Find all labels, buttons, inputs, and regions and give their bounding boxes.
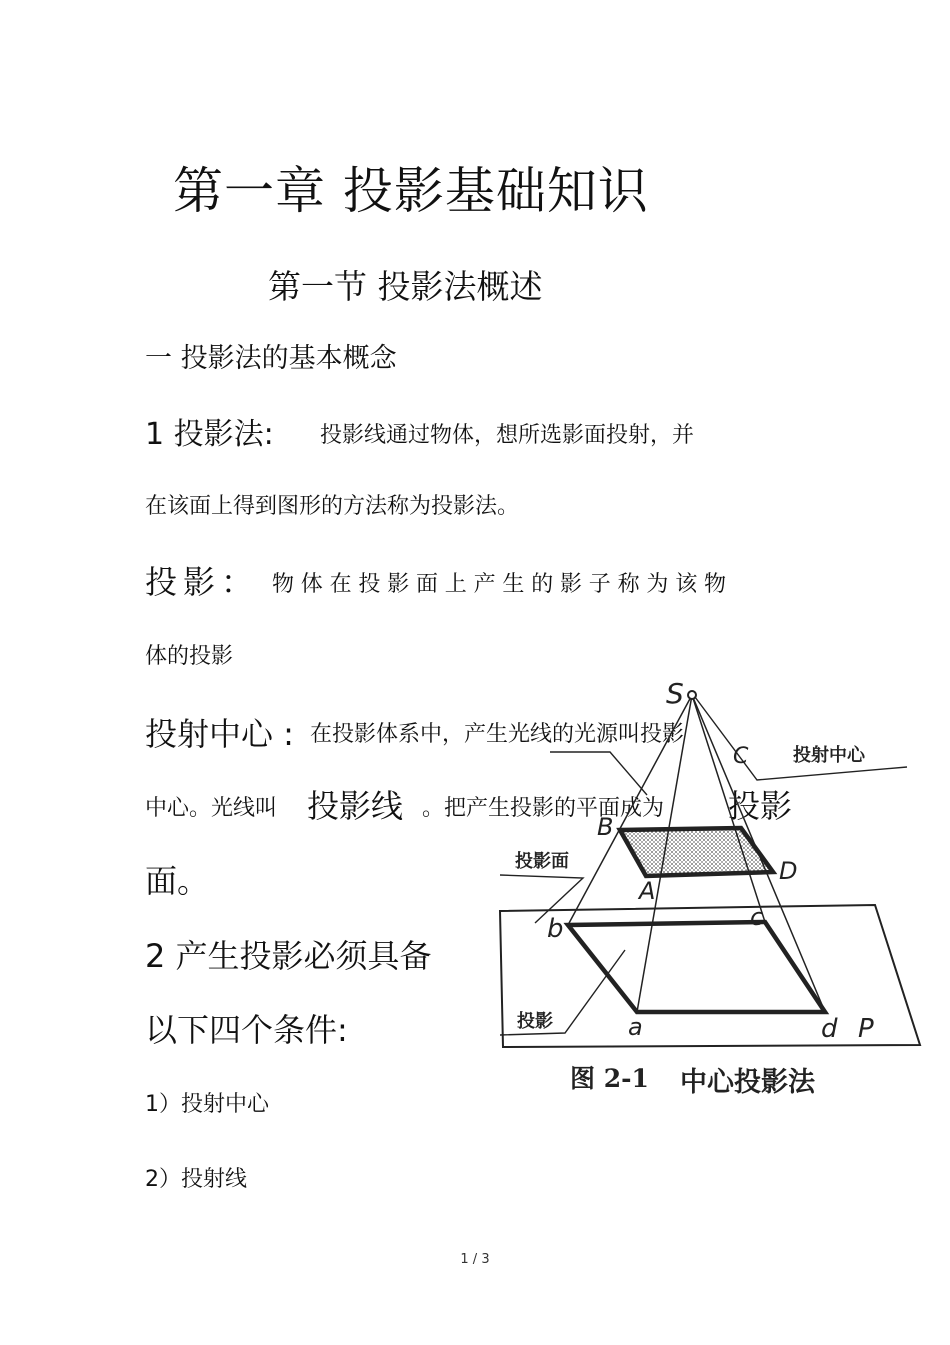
definition-term-projection: 投影： — [145, 563, 260, 601]
definition-term-projection-center: 投射中心 : — [145, 715, 294, 753]
label-b-upper: B — [597, 813, 614, 841]
label-d-lower: d — [821, 1014, 838, 1044]
definition-text: 投影线通过物体，想所选影面投射，并 — [320, 423, 695, 448]
sub-heading: 一 投影法的基本概念 — [145, 343, 397, 374]
label-s: S — [666, 677, 684, 710]
section-title: 第一节 投影法概述 — [268, 267, 543, 306]
definition-text: 物体在投影面上产生的影子称为该物 — [272, 572, 733, 597]
page-number: 1 / 3 — [460, 1252, 490, 1267]
label-c-upper: C — [733, 744, 749, 769]
condition-item: 2）投射线 — [145, 1167, 247, 1192]
definition-term-projection-line: 投影线 — [307, 787, 404, 825]
definition-text: 中心。光线叫 — [145, 796, 278, 821]
projection-shape — [568, 922, 825, 1012]
label-c-lower: c — [750, 903, 764, 931]
chapter-title: 第一章 投影基础知识 — [173, 162, 649, 220]
label-p: P — [858, 1014, 874, 1044]
definition-term-projection-plane: 投影 — [728, 787, 793, 825]
definition-text: 在该面上得到图形的方法称为投影法。 — [145, 494, 520, 519]
label-b-lower: b — [547, 914, 564, 944]
figure-caption-title: 中心投影法 — [680, 1067, 815, 1098]
definition-text: 在投影体系中，产生光线的光源叫投影 — [310, 722, 685, 747]
label-a-lower: a — [628, 1013, 643, 1041]
label-a-upper: A — [639, 877, 656, 905]
callout-projection: 投影 — [517, 1011, 553, 1032]
central-projection-figure — [495, 675, 925, 1115]
conditions-heading: 2 产生投影必须具备 — [145, 937, 432, 975]
callout-projection-center: 投射中心 — [793, 745, 865, 766]
definition-text: 面。 — [145, 862, 210, 900]
callout-projection-plane: 投影面 — [515, 851, 569, 872]
figure-caption-number: 图 2-1 — [570, 1064, 649, 1093]
definition-text: 。把产生投影的平面成为 — [422, 796, 665, 821]
condition-item: 1）投射中心 — [145, 1092, 269, 1117]
definition-term-projection-method: 1 投影法: — [145, 417, 274, 452]
figure-svg — [495, 675, 925, 1115]
conditions-heading: 以下四个条件: — [145, 1011, 348, 1049]
label-d-upper: D — [779, 857, 798, 885]
definition-text: 体的投影 — [145, 644, 234, 669]
